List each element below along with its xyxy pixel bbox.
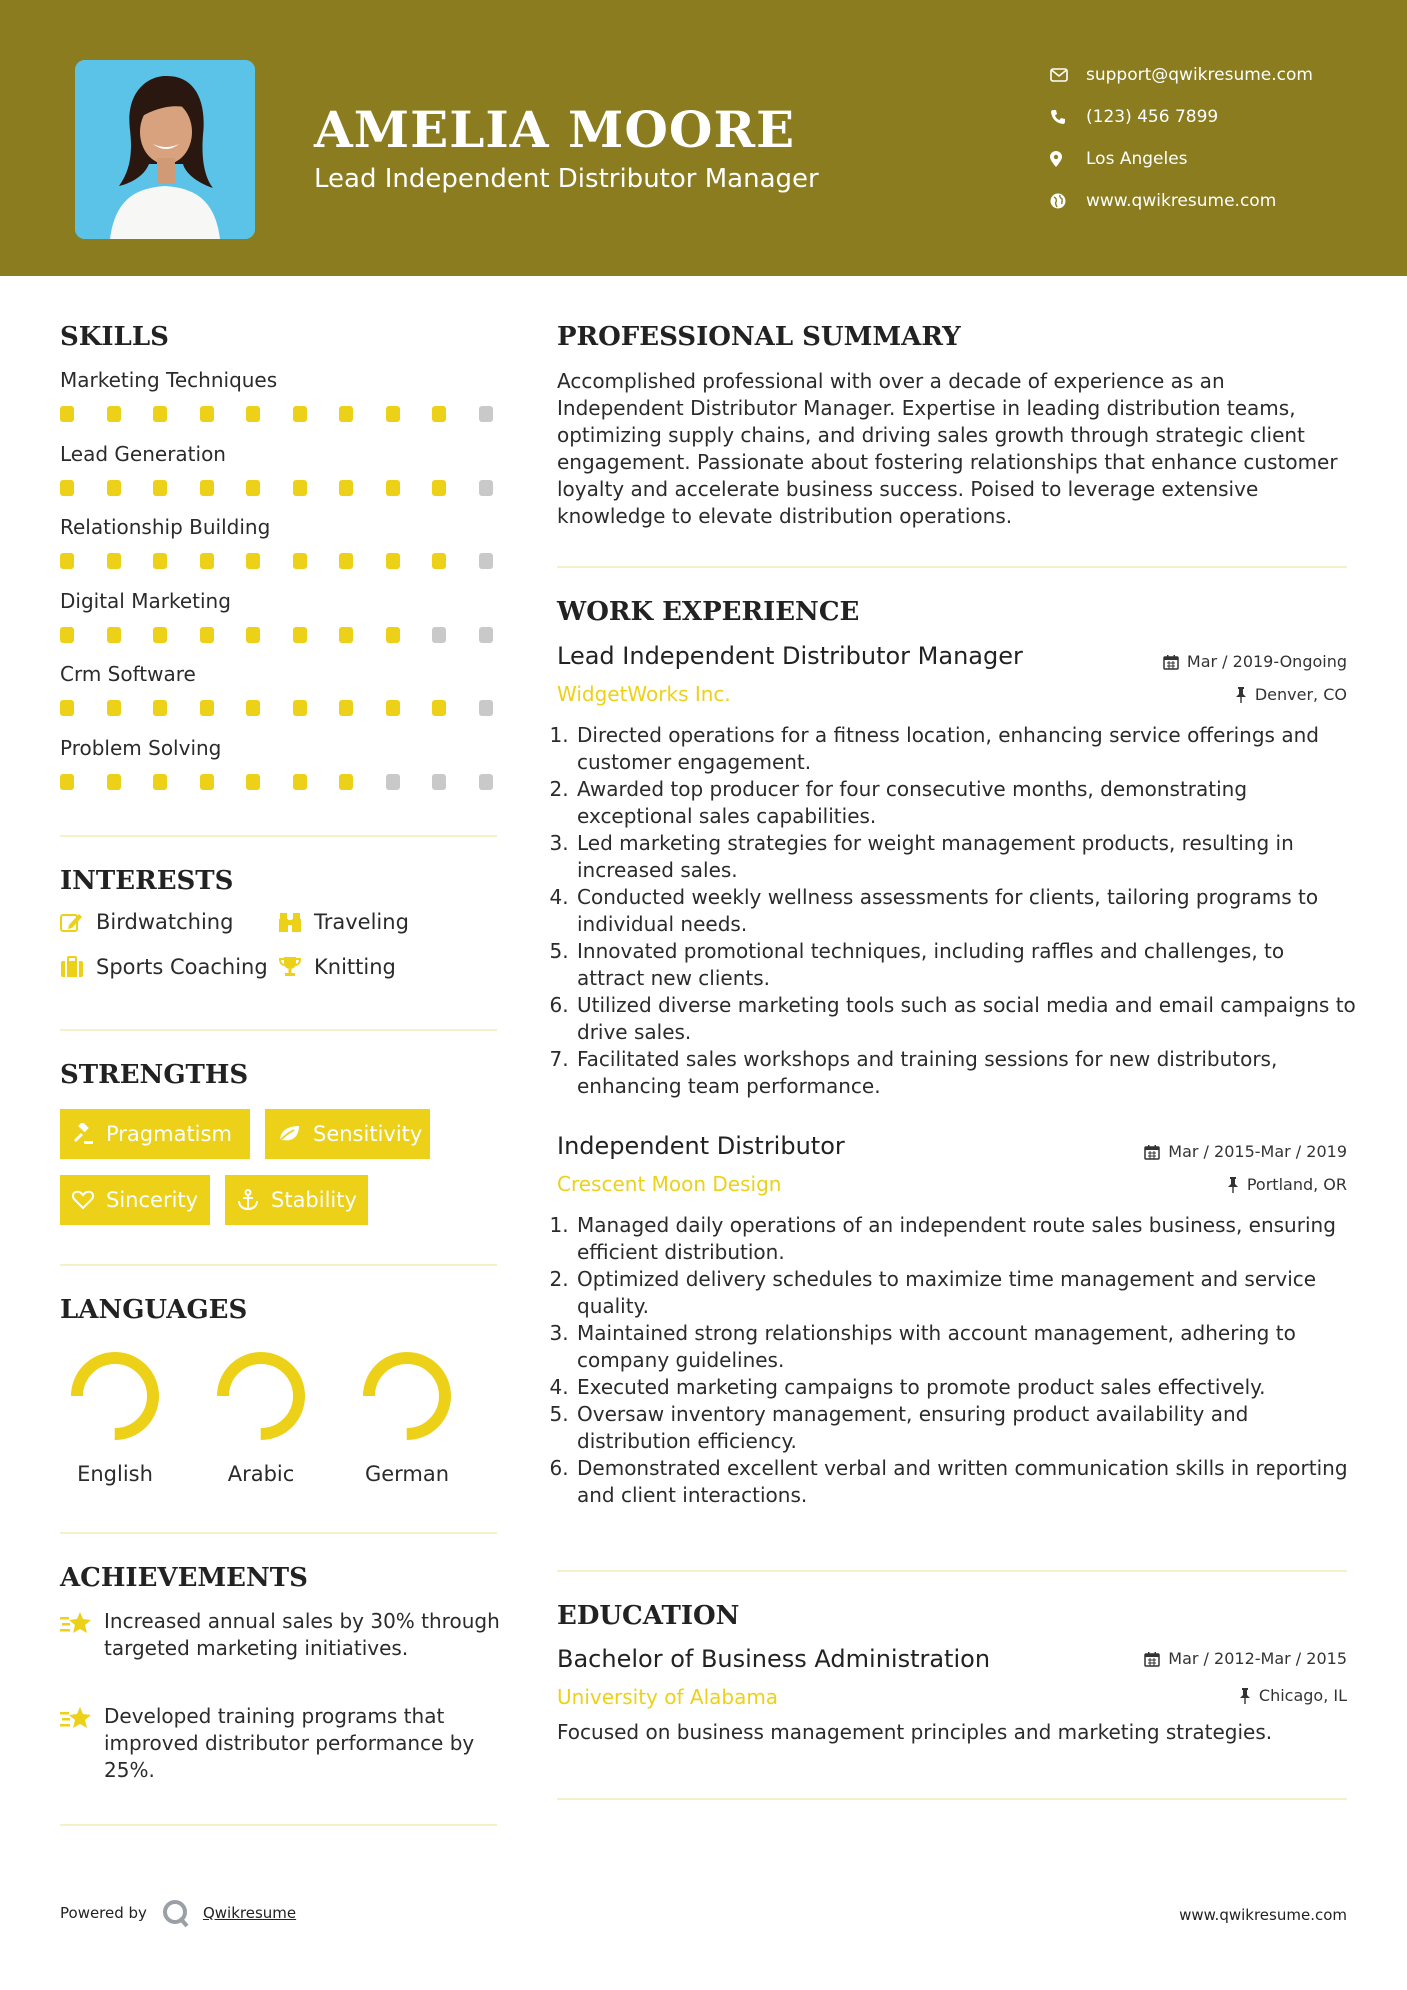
education-dates [1144,1649,1347,1668]
strength-label: Pragmatism [106,1122,232,1146]
rating-dot-filled [293,480,307,496]
rating-dot-filled [386,700,400,716]
interest-item [278,910,409,934]
skill-name: Relationship Building [60,515,271,539]
skill-rating [60,553,525,569]
job-bullets [557,1212,1357,1509]
skill-name: Problem Solving [60,735,222,760]
rating-dot-filled [339,406,353,422]
interest-label: Traveling [314,910,409,934]
rating-dot-filled [386,627,400,643]
profile-photo [75,60,255,239]
job-bullet: 3. Led marketing strategies for weight management products, resulting in increased sales. [575,830,1357,884]
strength-tag [225,1175,368,1225]
job-dates [1144,1142,1347,1161]
skill-name: Lead Generation [60,441,226,466]
rating-dot-filled [246,553,260,569]
rating-dot-filled [339,700,353,716]
shooting-star-icon [60,1703,104,1784]
contact-list [1050,54,1313,222]
job-bullet: 2. Awarded top producer for four consecutive months, demonstrating exceptional sales capabilities. [575,776,1357,830]
degree-title: Bachelor of Business Administration [557,1645,991,1673]
rating-dot-filled [339,553,353,569]
rating-dot-empty [479,553,493,569]
rating-dot-empty [432,627,446,643]
binoculars-icon [278,911,314,933]
strength-tag [60,1109,250,1159]
summary-heading: PROFESSIONAL SUMMARY [557,322,961,352]
rating-dot-filled [432,480,446,496]
achievement-item [60,1703,500,1784]
language-gauge-arc [369,1358,445,1434]
globe-icon [1050,193,1086,209]
interest-label: Birdwatching [96,910,234,934]
job-bullet: 6. Demonstrated excellent verbal and written communication skills in reporting and client interactions. [575,1455,1357,1509]
rating-dot-filled [60,627,74,643]
contact-email[interactable] [1050,54,1313,96]
skill-name: Marketing Techniques [60,368,278,392]
rating-dot-empty [432,774,446,790]
divider [60,1824,497,1826]
contact-location-text: Los Angeles [1086,149,1188,169]
rating-dot-filled [246,480,260,496]
trophy-icon [278,956,314,978]
rating-dot-filled [246,406,260,422]
rating-dot-filled [153,627,167,643]
achievement-item [60,1608,500,1662]
rating-dot-empty [479,627,493,643]
contact-phone-text: (123) 456 7899 [1086,107,1219,127]
contact-website-text: www.qwikresume.com [1086,191,1277,211]
strength-label: Stability [271,1188,357,1212]
rating-dot-filled [107,480,121,496]
job-bullet: 5. Innovated promotional techniques, including raffles and challenges, to attract new clients. [575,938,1357,992]
rating-dot-filled [293,774,307,790]
job-bullet: 6. Utilized diverse marketing tools such as social media and email campaigns to drive sales. [575,992,1357,1046]
achievement-text: Increased annual sales by 30% through targeted marketing initiatives. [104,1609,500,1660]
language-label: German [364,1462,450,1486]
interest-label: Sports Coaching [96,955,268,979]
rating-dot-filled [107,774,121,790]
education-heading: EDUCATION [557,1601,740,1631]
language-gauge [65,1346,165,1446]
job-bullet: 2. Optimized delivery schedules to maximize time management and service quality. [575,1266,1357,1320]
rating-dot-filled [107,406,121,422]
powered-by-label: Powered by [60,1904,147,1922]
divider [60,1029,497,1031]
contact-location [1050,138,1313,180]
language-label: English [77,1462,153,1486]
rating-dot-filled [293,700,307,716]
skill-rating [60,700,525,716]
rating-dot-filled [200,406,214,422]
candidate-title: Lead Independent Distributor Manager [314,164,819,194]
skill-name: Digital Marketing [60,588,231,613]
pushpin-icon [1239,1688,1251,1704]
rating-dot-filled [432,406,446,422]
language-item [206,1346,316,1486]
strength-tag [265,1109,430,1159]
rating-dot-filled [60,406,74,422]
rating-dot-filled [153,406,167,422]
job-title: Lead Independent Distributor Manager [557,642,1023,670]
rating-dot-filled [386,406,400,422]
language-label: Arabic [227,1462,295,1486]
rating-dot-filled [153,774,167,790]
summary-text: Accomplished professional with over a decade of experience as an Independent Distributor Manager. Expertise in leading distribution teams, optimizing supply chains, and driving sales growth through strategic client engagement. Passionate about fostering relationships that enhance customer loyalty and accelerate business success. Poised to leverage extensive knowledge to elevate distribution operations. [557,369,1338,528]
interest-item [278,955,396,979]
rating-dot-filled [60,774,74,790]
contact-website[interactable] [1050,180,1313,222]
pushpin-icon [1235,687,1247,703]
footer-url[interactable]: www.qwikresume.com [1179,1906,1347,1924]
rating-dot-filled [153,700,167,716]
job-title: Independent Distributor [557,1132,845,1160]
job-bullet: 5. Oversaw inventory management, ensuring product availability and distribution efficiency. [575,1401,1357,1455]
interest-item [60,955,268,979]
rating-dot-filled [293,627,307,643]
interest-label: Knitting [314,955,396,979]
calendar-icon [1144,1144,1160,1160]
rating-dot-empty [479,700,493,716]
divider [60,835,497,837]
job-bullet: 1. Directed operations for a fitness location, enhancing service offerings and customer engagement. [575,722,1357,776]
skill-rating [60,480,525,496]
job-dates-text: Mar / 2019-Ongoing [1186,652,1347,671]
rating-dot-filled [60,700,74,716]
job-dates [1163,652,1347,671]
skill-rating [60,774,525,790]
rating-dot-empty [479,406,493,422]
job-location-text: Denver, CO [1254,685,1347,704]
rating-dot-filled [200,553,214,569]
pencil-icon [60,911,96,933]
rating-dot-filled [200,627,214,643]
rating-dot-filled [107,627,121,643]
school-name: University of Alabama [557,1685,779,1709]
job-bullet: 4. Conducted weekly wellness assessments for clients, tailoring programs to individual needs. [575,884,1357,938]
divider [60,1532,497,1534]
rating-dot-empty [386,774,400,790]
candidate-name: AMELIA MOORE [314,100,796,159]
rating-dot-filled [246,627,260,643]
qwikresume-link[interactable]: Qwikresume [202,1904,297,1922]
rating-dot-filled [339,774,353,790]
shooting-star-icon [60,1608,104,1662]
qwikresume-logo-icon [161,1898,191,1928]
rating-dot-filled [107,700,121,716]
language-item [352,1346,462,1486]
rating-dot-filled [153,553,167,569]
job-bullet: 4. Executed marketing campaigns to promote product sales effectively. [575,1374,1357,1401]
rating-dot-filled [200,700,214,716]
education-location-text: Chicago, IL [1258,1686,1347,1705]
resume-header [0,0,1407,276]
achievement-text: Developed training programs that improved distributor performance by 25%. [104,1704,475,1782]
anchor-icon [237,1189,259,1211]
rating-dot-filled [107,553,121,569]
leaf-icon [277,1124,301,1144]
language-gauge-arc [77,1358,153,1434]
briefcase-icon [60,956,96,978]
rating-dot-filled [60,480,74,496]
rating-dot-filled [339,627,353,643]
rating-dot-filled [200,774,214,790]
rating-dot-filled [153,480,167,496]
rating-dot-filled [432,700,446,716]
language-gauge [211,1346,311,1446]
rating-dot-filled [200,480,214,496]
rating-dot-filled [293,553,307,569]
company-name: WidgetWorks Inc. [557,682,731,706]
strength-tag [60,1175,210,1225]
gavel-icon [72,1123,94,1145]
map-pin-icon [1050,151,1086,167]
strength-label: Sincerity [106,1188,199,1212]
skill-rating [60,627,525,643]
footer-powered-by [60,1898,296,1928]
heart-icon [72,1190,94,1210]
divider [557,566,1347,568]
contact-email-text: support@qwikresume.com [1086,65,1313,85]
rating-dot-empty [479,774,493,790]
rating-dot-empty [479,480,493,496]
languages-heading: LANGUAGES [60,1295,248,1325]
skill-rating [60,406,525,422]
job-bullet: 7. Facilitated sales workshops and training sessions for new distributors, enhancing team performance. [575,1046,1357,1100]
language-gauge-arc [223,1358,299,1434]
divider [557,1570,1347,1572]
job-bullets [557,722,1357,1100]
pushpin-icon [1227,1177,1239,1193]
contact-phone[interactable] [1050,96,1313,138]
job-location-text: Portland, OR [1246,1175,1347,1194]
job-location [1227,1175,1347,1194]
interests-heading: INTERESTS [60,866,234,896]
education-dates-text: Mar / 2012-Mar / 2015 [1168,1649,1347,1668]
rating-dot-filled [386,480,400,496]
rating-dot-filled [339,480,353,496]
skills-heading: SKILLS [60,322,169,352]
experience-heading: WORK EXPERIENCE [557,597,860,627]
rating-dot-filled [386,553,400,569]
company-name: Crescent Moon Design [557,1172,782,1196]
language-gauge [357,1346,457,1446]
rating-dot-filled [60,553,74,569]
education-description: Focused on business management principles and marketing strategies. [557,1720,1273,1744]
calendar-icon [1163,654,1179,670]
job-bullet: 3. Maintained strong relationships with account management, adhering to company guidelines. [575,1320,1357,1374]
language-item [60,1346,170,1486]
skill-name: Crm Software [60,662,196,686]
divider [557,1798,1347,1800]
interest-item [60,910,233,934]
rating-dot-filled [293,406,307,422]
calendar-icon [1144,1651,1160,1667]
education-location [1239,1686,1347,1705]
achievements-heading: ACHIEVEMENTS [60,1563,308,1593]
strengths-heading: STRENGTHS [60,1060,249,1090]
envelope-icon [1050,68,1086,82]
rating-dot-filled [246,700,260,716]
rating-dot-filled [432,553,446,569]
phone-icon [1050,109,1086,125]
divider [60,1264,497,1266]
job-dates-text: Mar / 2015-Mar / 2019 [1168,1142,1347,1161]
job-location [1235,685,1347,704]
job-bullet: 1. Managed daily operations of an independent route sales business, ensuring efficient distribution. [575,1212,1357,1266]
rating-dot-filled [246,774,260,790]
strength-label: Sensitivity [313,1122,423,1146]
